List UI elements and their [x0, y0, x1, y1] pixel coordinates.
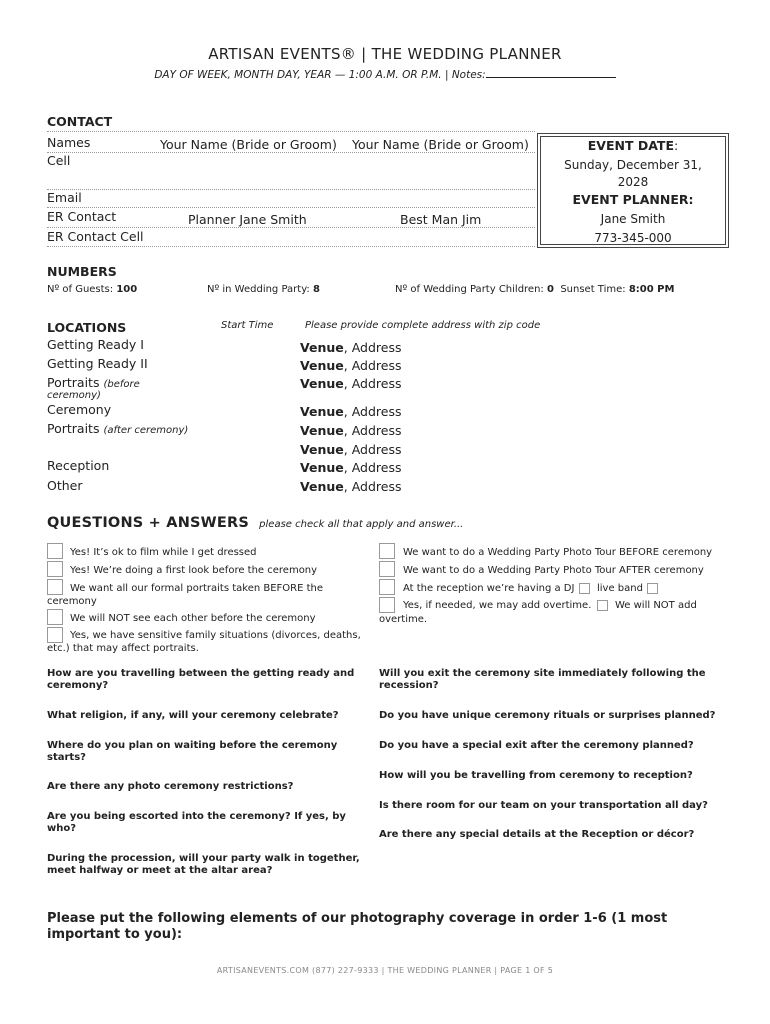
checkbox-portraits-before[interactable]: [47, 579, 63, 595]
qa-heading: QUESTIONS + ANSWERS: [47, 515, 249, 531]
contact-heading: CONTACT: [47, 114, 113, 129]
party-label: Nº in Wedding Party:: [207, 284, 313, 295]
address-word: , Address: [343, 423, 402, 438]
venue-word: Venue: [300, 358, 344, 373]
option-overtime-yes: Yes, if needed, we may add overtime.: [403, 600, 592, 611]
option-live-band: live band: [597, 583, 643, 594]
event-planner-phone: 773-345-000: [594, 231, 672, 245]
option-film-dressing: Yes! It’s ok to film while I get dressed: [70, 547, 257, 558]
venue-address-extra[interactable]: [300, 442, 401, 457]
venue-address-portraits-after[interactable]: [300, 423, 401, 438]
name-1-value[interactable]: Your Name (Bride or Groom): [160, 137, 337, 152]
cell-label: Cell: [47, 153, 71, 168]
option-not-see-each-other: We will NOT see each other before the ceremony: [70, 613, 316, 624]
question-rituals: Do you have unique ceremony rituals or surprises planned?: [379, 710, 716, 721]
portraits-before-text: Portraits: [47, 375, 100, 390]
page-footer: ARTISANEVENTS.COM (877) 227-9333 | THE WEDDING PLANNER | PAGE 1 OF 5: [216, 966, 554, 975]
divider: [47, 131, 535, 132]
option-reception-dj: At the reception we’re having a DJ: [403, 583, 575, 594]
sunset-value[interactable]: 8:00 PM: [628, 284, 675, 295]
email-label: Email: [47, 190, 82, 205]
question-reception-details: Are there any special details at the Reception or décor?: [379, 829, 695, 840]
getting-ready-2-label: Getting Ready II: [47, 356, 148, 371]
venue-word: Venue: [300, 376, 344, 391]
venue-address-portraits-before[interactable]: [300, 376, 401, 391]
option-portraits-before: We want all our formal portraits taken BEFORE the: [70, 583, 324, 594]
venue-word: Venue: [300, 423, 344, 438]
question-religion: What religion, if any, will your ceremony celebrate?: [47, 710, 339, 721]
address-word: , Address: [343, 340, 402, 355]
checkbox-live-band[interactable]: [647, 583, 658, 594]
event-planner-name: Jane Smith: [600, 212, 666, 226]
question-travel-reception: How will you be travelling from ceremony to reception?: [379, 770, 693, 781]
event-date-value-line1: Sunday, December 31,: [564, 158, 702, 172]
question-escorted: Are you being escorted into the ceremony? If yes, by who?: [47, 811, 346, 834]
name-2-value[interactable]: Your Name (Bride or Groom): [352, 137, 529, 152]
venue-address-getting-ready-1[interactable]: [300, 340, 401, 355]
option-overtime-no: We will NOT add: [615, 600, 697, 611]
venue-address-ceremony[interactable]: [300, 404, 401, 419]
question-exit-ceremony: Will you exit the ceremony site immediately following the recession?: [379, 668, 706, 691]
children-label: Nº of Wedding Party Children:: [395, 284, 547, 295]
qa-header: [47, 512, 463, 531]
checkbox-reception-dj[interactable]: [379, 579, 395, 595]
portraits-before-note: (before: [103, 379, 140, 390]
event-date-label-text: EVENT DATE: [587, 138, 675, 153]
event-info-inner: [540, 136, 726, 245]
start-time-label: Start Time: [221, 320, 274, 331]
checkbox-film-dressing[interactable]: [47, 543, 63, 559]
option-first-look: Yes! We’re doing a first look before the ceremony: [70, 565, 318, 576]
other-label: Other: [47, 478, 83, 493]
option-overtime-no-cont: overtime.: [379, 614, 428, 625]
checkbox-sensitive-family[interactable]: [47, 627, 63, 643]
venue-word: Venue: [300, 340, 344, 355]
question-procession: During the procession, will your party walk in together, meet halfway or meet at the altar area?: [47, 853, 360, 876]
address-word: , Address: [343, 460, 402, 475]
event-info-box: [537, 133, 729, 248]
party-count: [207, 284, 320, 295]
coverage-order-question: Please put the following elements of our photography coverage in order 1-6 (1 most important to you):: [47, 911, 668, 942]
checkbox-tour-after[interactable]: [379, 561, 395, 577]
option-sensitive-family: Yes, we have sensitive family situations (divorces, deaths,: [70, 630, 361, 641]
event-date-value-line2: 2028: [617, 175, 649, 189]
divider: [47, 227, 535, 228]
checkbox-overtime-no[interactable]: [597, 600, 608, 611]
question-photo-restrictions: Are there any photo ceremony restrictions?: [47, 781, 294, 792]
venue-address-other[interactable]: [300, 479, 401, 494]
qa-note: please check all that apply and answer...: [259, 519, 464, 530]
portraits-after-note: (after ceremony): [103, 425, 189, 436]
address-word: , Address: [343, 376, 402, 391]
divider: [47, 246, 535, 247]
question-transportation-room: Is there room for our team on your transportation all day?: [379, 800, 708, 811]
venue-address-reception[interactable]: [300, 460, 401, 475]
question-travel-getting-ready: How are you travelling between the getting ready and ceremony?: [47, 668, 355, 691]
option-portraits-before-cont: ceremony: [47, 596, 97, 607]
checkbox-tour-before[interactable]: [379, 543, 395, 559]
children-count: [395, 284, 674, 295]
address-note: Please provide complete address with zip code: [305, 320, 541, 331]
er-contact-2-value[interactable]: Best Man Jim: [400, 212, 482, 227]
option-tour-before: We want to do a Wedding Party Photo Tour BEFORE ceremony: [403, 547, 713, 558]
subtitle-text: DAY OF WEEK, MONTH DAY, YEAR — 1:00 A.M. OR P.M. | Notes:: [154, 69, 486, 81]
portraits-after-label: [47, 421, 188, 436]
event-date-label: [541, 138, 725, 153]
question-special-exit: Do you have a special exit after the ceremony planned?: [379, 740, 694, 751]
guests-value[interactable]: 100: [116, 284, 138, 295]
er-contact-cell-label: ER Contact Cell: [47, 229, 144, 244]
venue-word: Venue: [300, 442, 344, 457]
names-label: Names: [47, 135, 91, 150]
getting-ready-1-label: Getting Ready I: [47, 337, 144, 352]
reception-label: Reception: [47, 458, 110, 473]
guests-count: [47, 284, 137, 295]
sunset-label: Sunset Time:: [560, 284, 629, 295]
address-word: , Address: [343, 479, 402, 494]
venue-word: Venue: [300, 460, 344, 475]
page-title: ARTISAN EVENTS® | THE WEDDING PLANNER: [208, 45, 562, 63]
checkbox-first-look[interactable]: [47, 561, 63, 577]
checkbox-not-see-each-other[interactable]: [47, 609, 63, 625]
notes-blank[interactable]: [486, 67, 616, 78]
option-sensitive-family-cont: etc.) that may affect portraits.: [47, 643, 199, 654]
portraits-before-note-cont: ceremony): [47, 390, 101, 401]
party-value[interactable]: 8: [312, 284, 320, 295]
er-contact-label: ER Contact: [47, 209, 117, 224]
guests-label: Nº of Guests:: [47, 284, 117, 295]
locations-heading: LOCATIONS: [47, 320, 127, 335]
numbers-heading: NUMBERS: [47, 264, 117, 279]
address-word: , Address: [343, 358, 402, 373]
divider: [47, 152, 535, 153]
question-waiting: Where do you plan on waiting before the ceremony starts?: [47, 740, 338, 763]
divider: [47, 189, 535, 190]
event-planner-label: EVENT PLANNER:: [572, 192, 694, 207]
address-word: , Address: [343, 442, 402, 457]
divider: [47, 207, 535, 208]
venue-address-getting-ready-2[interactable]: [300, 358, 401, 373]
children-value[interactable]: 0: [546, 284, 554, 295]
address-word: , Address: [343, 404, 402, 419]
portraits-before-label: [47, 375, 140, 390]
portraits-after-text: Portraits: [47, 421, 100, 436]
page-subtitle: [0, 67, 770, 81]
er-contact-1-value[interactable]: Planner Jane Smith: [188, 212, 307, 227]
checkbox-dj[interactable]: [579, 583, 590, 594]
venue-word: Venue: [300, 479, 344, 494]
checkbox-overtime-yes[interactable]: [379, 597, 395, 613]
venue-word: Venue: [300, 404, 344, 419]
option-tour-after: We want to do a Wedding Party Photo Tour AFTER ceremony: [403, 565, 704, 576]
event-date-colon: :: [674, 138, 679, 153]
ceremony-label: Ceremony: [47, 402, 112, 417]
